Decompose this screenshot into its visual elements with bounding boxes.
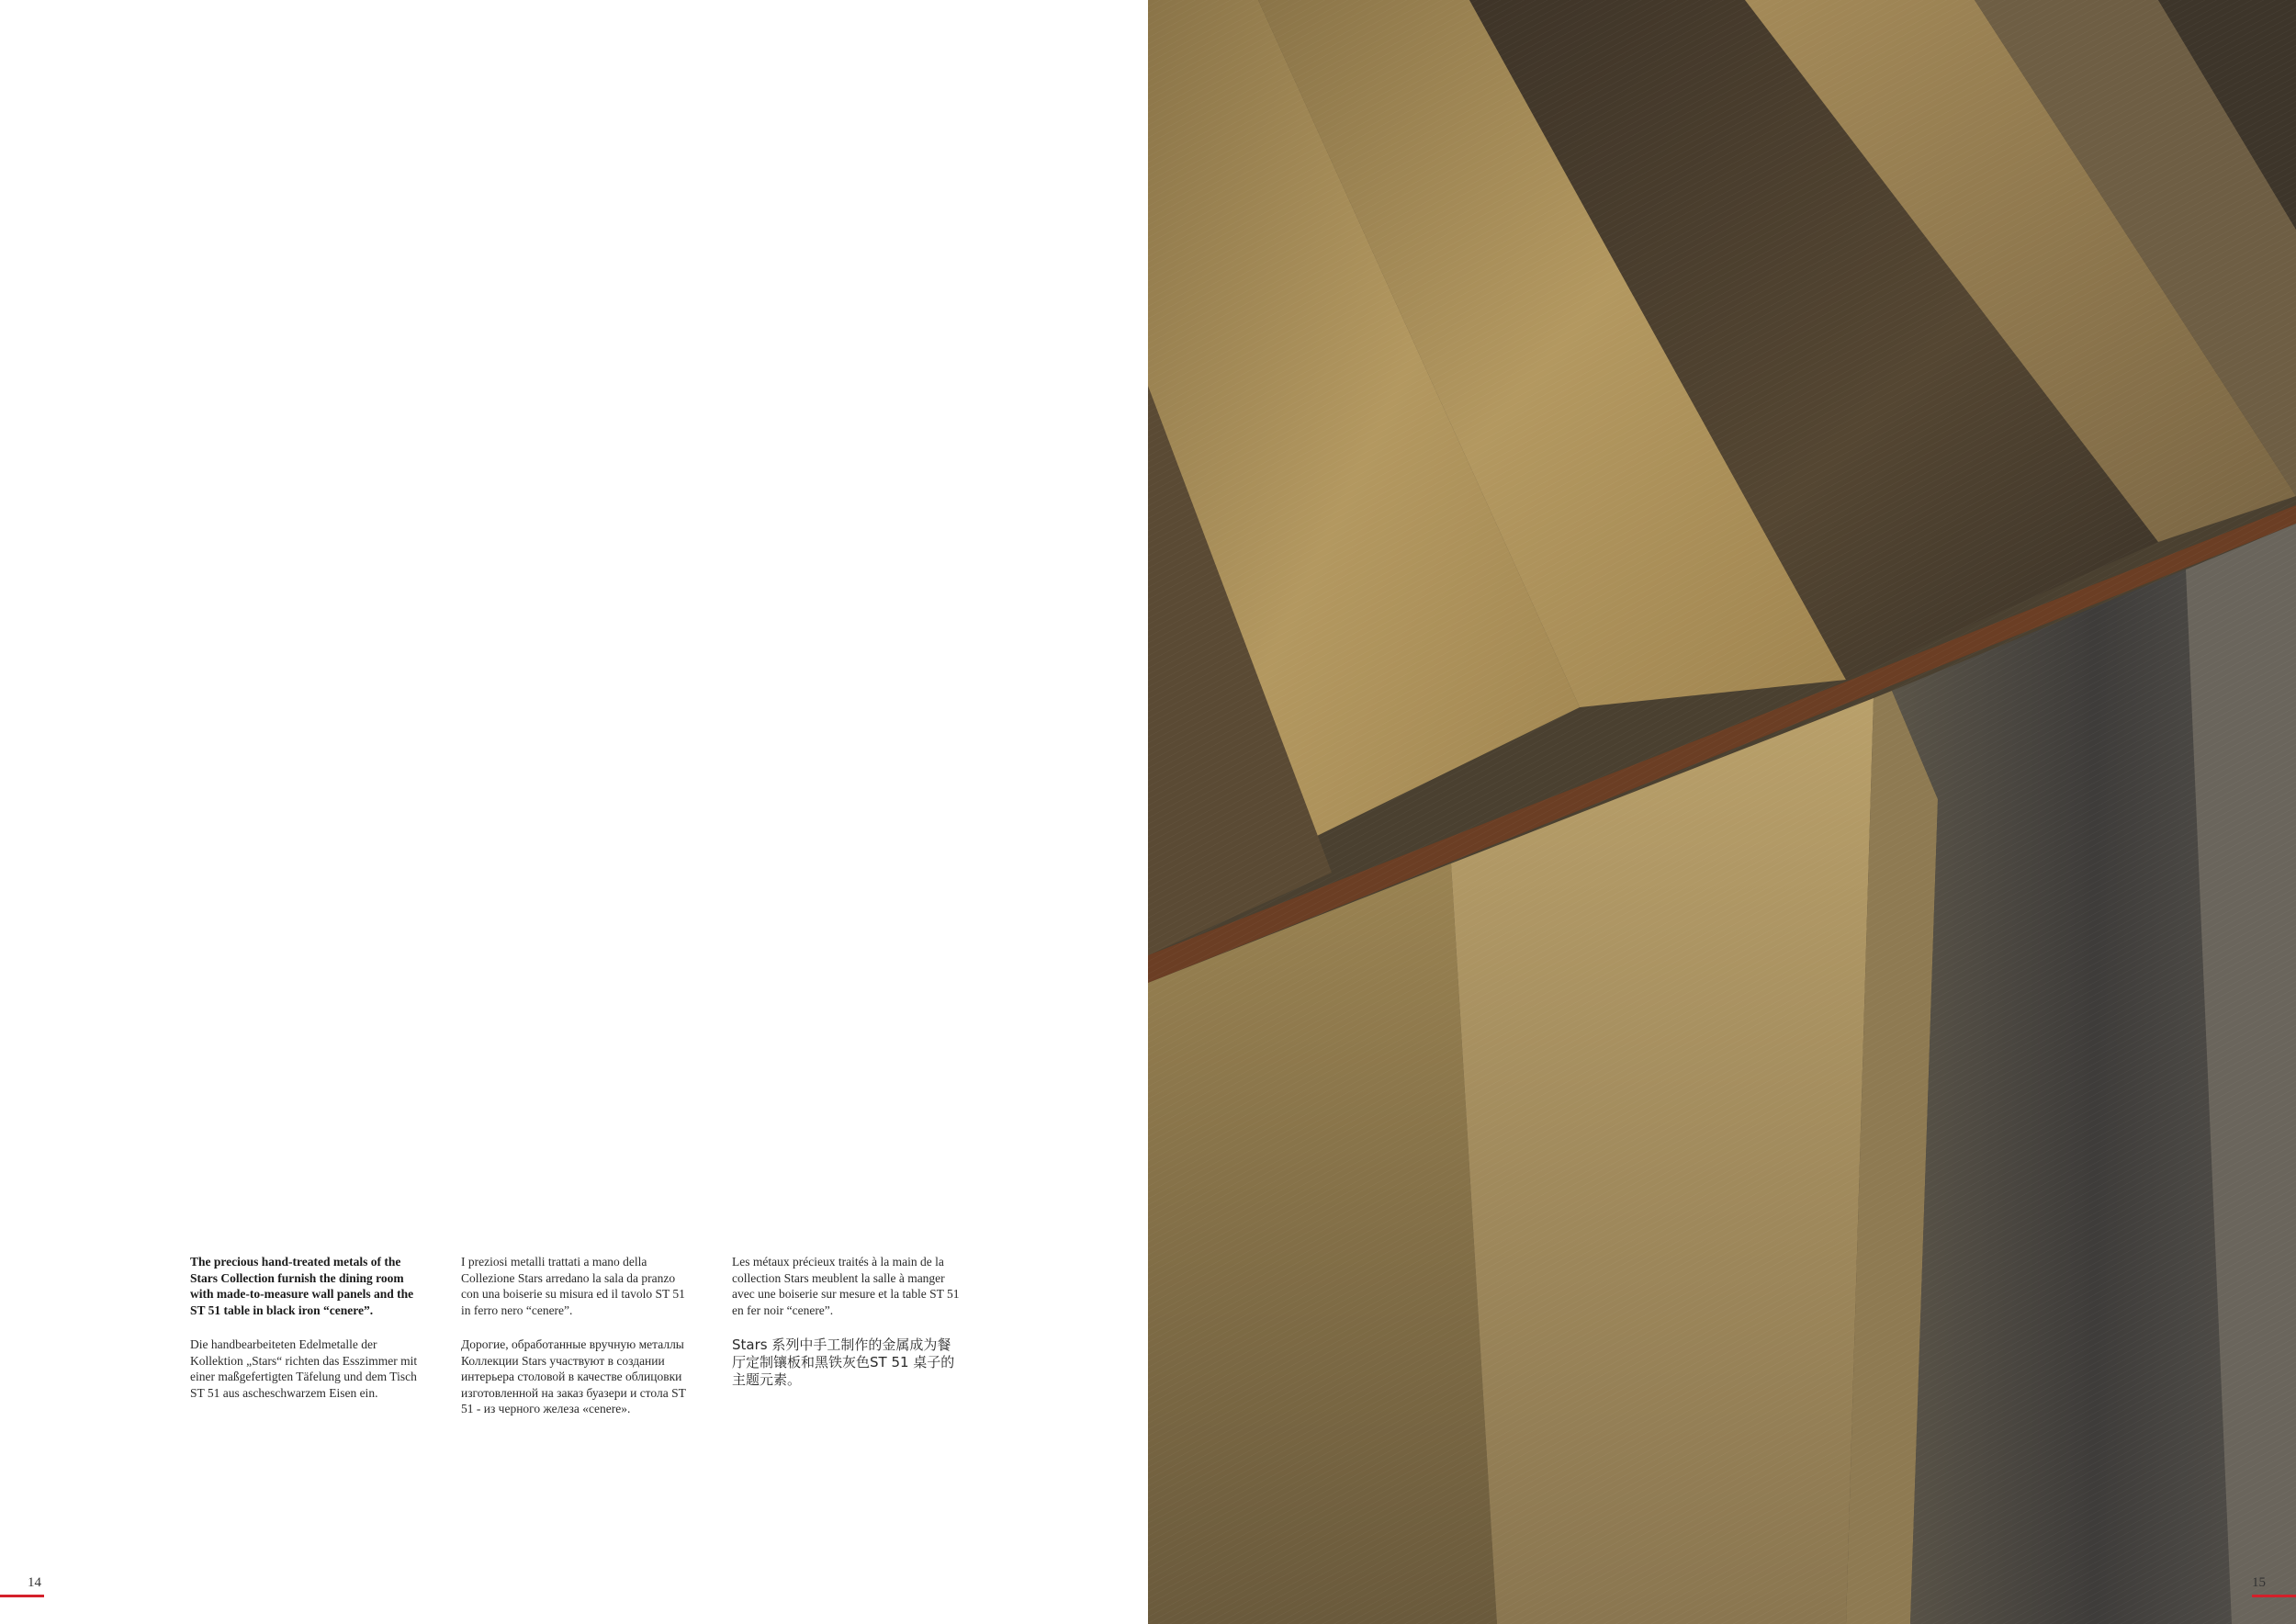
caption-chinese: Stars 系列中手工制作的金属成为餐厅定制镶板和黑铁灰色ST 51 桌子的主题元素。	[732, 1336, 955, 1388]
text-column-1	[190, 1254, 420, 1419]
caption-english: The precious hand-treated metals of the Stars Collection furnish the dining room with made-to-measure wall panels and the ST 51 table in black iron “cenere”.	[190, 1255, 414, 1317]
caption-german: Die handbearbeiteten Edelmetalle der Kollektion „Stars“ richten das Esszimmer mit einer maßgefertigten Täfelung und dem Tisch ST 51 aus ascheschwarzem Eisen ein.	[190, 1337, 418, 1400]
page-number-accent-right	[2252, 1595, 2296, 1597]
right-page	[1148, 0, 2296, 1624]
caption-italian: I preziosi metalli trattati a mano della Collezione Stars arredano la sala da pranzo con una boiserie su misura ed il tavolo ST 51 in ferro nero “cenere”.	[461, 1255, 685, 1317]
page-number-right: 15	[2252, 1575, 2266, 1590]
caption-french: Les métaux précieux traités à la main de la collection Stars meublent la salle à manger avec une boiserie sur mesure et la table ST 51 en fer noir “cenere”.	[732, 1255, 960, 1317]
caption-russian: Дорогие, обработанные вручную металлы Коллекции Stars участвуют в создании интерьера столовой в качестве облицовки изготовленной на заказ буазери и стола ST 51 - из черного железа «cenere».	[461, 1337, 686, 1415]
brass-cabinet-photo	[1148, 0, 2296, 1624]
text-column-2	[461, 1254, 691, 1436]
page-number-left: 14	[28, 1575, 41, 1590]
page-number-accent-left	[0, 1595, 44, 1597]
text-column-3	[732, 1254, 962, 1407]
